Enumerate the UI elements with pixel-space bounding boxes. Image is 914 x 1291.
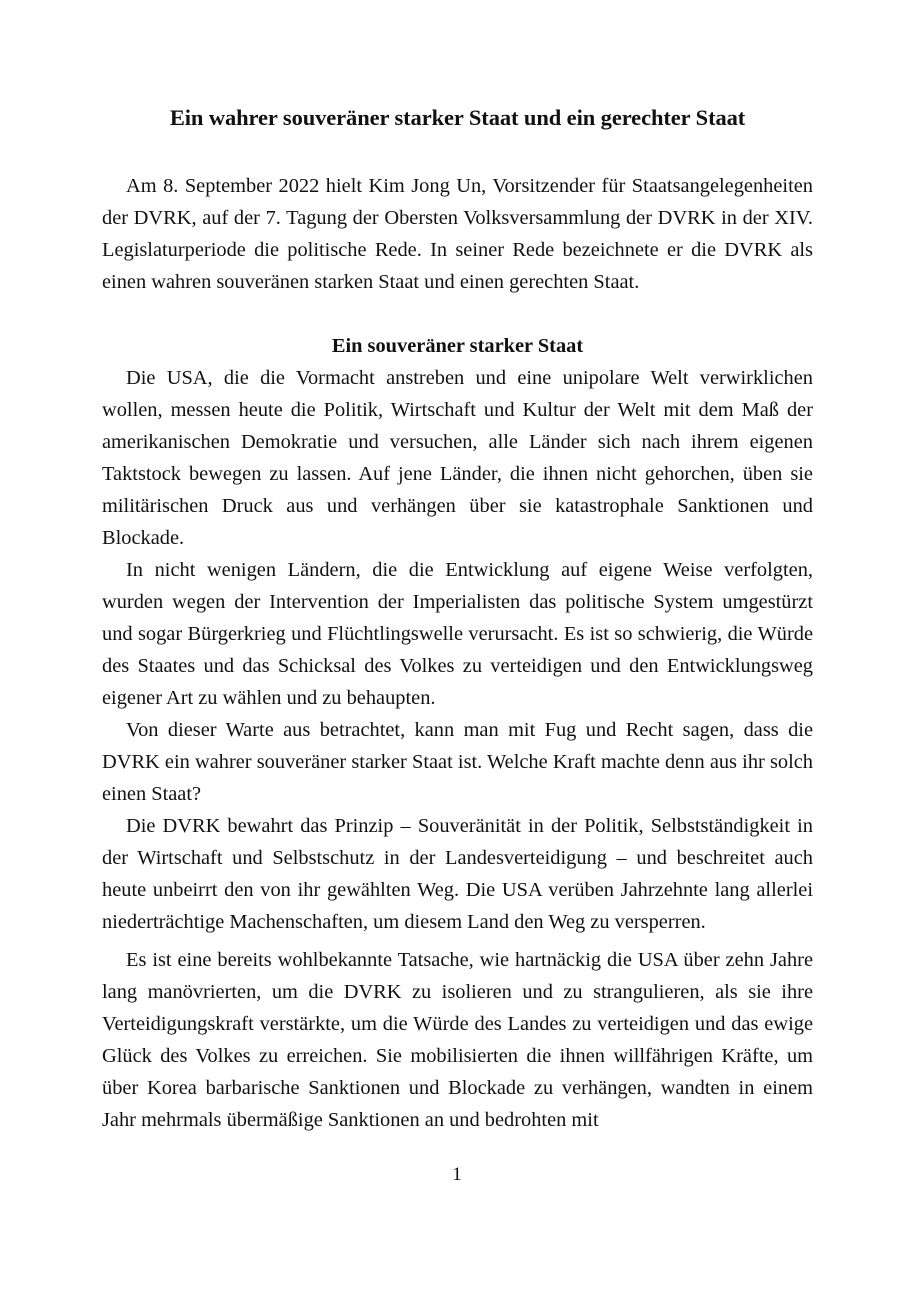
document-title: Ein wahrer souveräner starker Staat und ein gerechter Staat	[169, 105, 746, 130]
paragraph: In nicht wenigen Ländern, die die Entwicklung auf eigene Weise verfolgten, wurden wegen der Intervention der Imperialisten das politische System umgestürzt und sogar Bürgerkrieg und Flüchtlingswelle verursacht. Es ist so schwierig, die Würde des Staates und das Schicksal des Volkes zu verteidigen und den Entwicklungsweg eigener Art zu wählen und zu behaupten.	[102, 559, 813, 709]
paragraph: Die USA, die die Vormacht anstreben und eine unipolare Welt verwirklichen wollen, messen heute die Politik, Wirtschaft und Kultur der Welt mit dem Maß der amerikanischen Demokratie und versuchen, alle Länder sich nach ihrem eigenen Taktstock bewegen zu lassen. Auf jene Länder, die ihnen nicht gehorchen, üben sie militärischen Druck aus und verhängen über sie katastrophale Sanktionen und Blockade.	[102, 367, 813, 549]
paragraph: Die DVRK bewahrt das Prinzip – Souveränität in der Politik, Selbstständigkeit in der Wirtschaft und Selbstschutz in der Landesverteidigung – und beschreitet auch heute unbeirrt den von ihr gewählten Weg. Die USA verüben Jahrzehnte lang allerlei niederträchtige Machenschaften, um diesem Land den Weg zu versperren.	[102, 815, 813, 933]
paragraph: Von dieser Warte aus betrachtet, kann man mit Fug und Recht sagen, dass die DVRK ein wahrer souveräner starker Staat ist. Welche Kraft machte denn aus ihr solch einen Staat?	[102, 719, 813, 805]
document-body	[102, 98, 813, 1136]
page-number: 1	[452, 1164, 462, 1185]
section-heading: Ein souveräner starker Staat	[331, 335, 584, 357]
intro-paragraph: Am 8. September 2022 hielt Kim Jong Un, Vorsitzender für Staatsangelegenheiten der DVRK, auf der 7. Tagung der Obersten Volksversammlung der DVRK in der XIV. Legislaturperiode die politische Rede. In seiner Rede bezeichnete er die DVRK als einen wahren souveränen starken Staat und einen gerechten Staat.	[102, 175, 813, 293]
section-souveraener-staat	[102, 330, 813, 1136]
paragraph: Es ist eine bereits wohlbekannte Tatsache, wie hartnäckig die USA über zehn Jahre lang manövrierten, um die DVRK zu isolieren und zu strangulieren, als sie ihre Verteidigungskraft verstärkte, um die Würde des Landes zu verteidigen und das ewige Glück des Volkes zu erreichen. Sie mobilisierten die ihnen willfährigen Kräfte, um über Korea barbarische Sanktionen und Blockade zu verhängen, wandten in einem Jahr mehrmals übermäßige Sanktionen an und bedrohten mit	[102, 949, 813, 1131]
